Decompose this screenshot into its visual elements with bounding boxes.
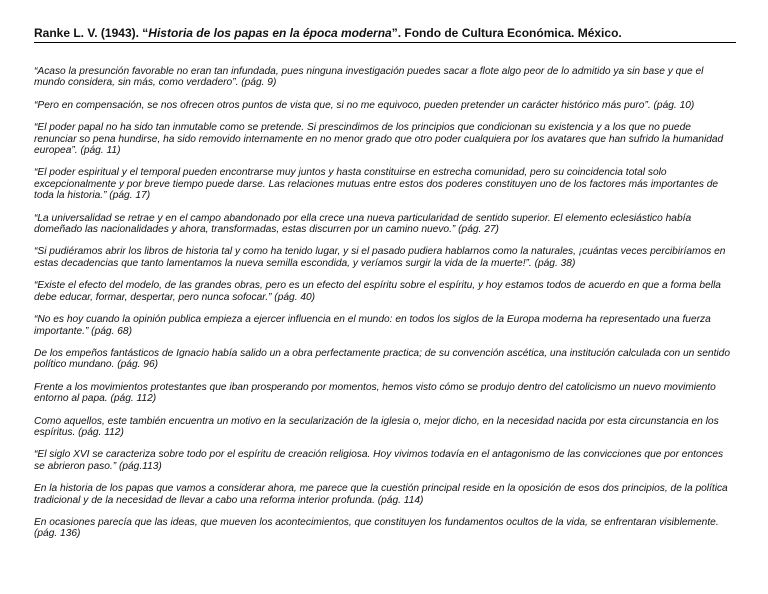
quote-item: “El siglo XVI se caracteriza sobre todo por el espíritu de creación religiosa. Hoy vivimos todavía en el antagonismo de las convicciones que por entonces se abrieron paso.” (pág.113) bbox=[34, 449, 724, 472]
quote-item: En ocasiones parecía que las ideas, que mueven los acontecimientos, que constituyen los fundamentos ocultos de la vida, se enfrentaran visiblemente. (pág. 136) bbox=[34, 516, 719, 540]
quote-item: “El poder espiritual y el temporal pueden encontrarse muy juntos y hasta constituirse en estrecha comunidad, pero su coincidencia total solo excepcionalmente y por breve tiempo puede darse. Las relaciones mutuas entre estos dos poderes constituyen uno de los factores más importantes de toda la historia.” (pág. 17) bbox=[34, 167, 719, 202]
reference-book-title: Historia de los papas en la época moderna bbox=[148, 26, 392, 40]
quote-item: “Acaso la presunción favorable no eran tan infundada, pues ninguna investigación puedes sacar a flote algo peor de lo admitido ya sin base y que el mundo considera, sin más, como verdadero”. (pág. 9) bbox=[34, 66, 704, 89]
document-page bbox=[34, 0, 736, 551]
quote-item: “Pero en compensación, se nos ofrecen otros puntos de vista que, si no me equivoco, pueden pretender un carácter histórico más puro”. (pág. 10) bbox=[34, 99, 695, 111]
quote-item: Como aquellos, este también encuentra un motivo en la secularización de la iglesia o, mejor dicho, en la necesidad nacida por esta circunstancia en los espíritus. (pág. 112) bbox=[34, 415, 719, 438]
quote-item: “No es hoy cuando la opinión publica empieza a ejercer influencia en el mundo: en todos los siglos de la Europa moderna ha representado una fuerza importante.” (pág. 68) bbox=[34, 314, 711, 337]
bibliographic-reference bbox=[34, 26, 736, 43]
quote-item: “Si pudiéramos abrir los libros de historia tal y como ha tenido lugar, y si el pasado pudiera hablarnos como la naturales, ¡cuántas veces percibiríamos en estas decadencias que tanto lamentamos la nueva semilla escondida, y veríamos surgir la vida de la muerte!”. (pág. 38) bbox=[34, 246, 726, 269]
quote-item: Frente a los movimientos protestantes que iban prosperando por momentos, hemos visto cómo se produjo dentro del catolicismo un nuevo movimiento entorno al papa. (pág. 112) bbox=[34, 381, 716, 405]
quote-item: En la historia de los papas que vamos a considerar ahora, me parece que la cuestión principal reside en la oposición de esos dos principios, de la política tradicional y de la necesidad de llevar a cabo una reforma interior profunda. (pág. 114) bbox=[34, 483, 728, 506]
quote-item: “La universalidad se retrae y en el campo abandonado por ella crece una nueva particularidad de sentido superior. El elemento eclesiástico había domeñado las nacionalidades y ahora, transformadas, estas discurren por un camino nuevo.” (pág. 27) bbox=[34, 212, 692, 236]
reference-publisher: ”. Fondo de Cultura Económica. México. bbox=[391, 26, 622, 40]
quote-list bbox=[34, 66, 736, 540]
quote-item: “Existe el efecto del modelo, de las grandes obras, pero es un efecto del espíritu sobre el espíritu, y hoy estamos todos de acuerdo en que a forma bella debe educar, formar, despertar, pero nunca sofocar.” (pág. 40) bbox=[34, 280, 721, 303]
reference-author-year: Ranke L. V. (1943). “ bbox=[34, 26, 149, 40]
quote-item: De los empeños fantásticos de Ignacio había salido un a obra perfectamente practica; de su convención ascética, una institución calculada con un sentido político mundano. (pág. 96) bbox=[34, 347, 731, 371]
quote-item: “El poder papal no ha sido tan inmutable como se pretende. Si prescindimos de los principios que condicionan su existencia y a los que no puede renunciar so pena hundirse, ha sido removido internamente en no menor grado que otro poder cualquiera por los avatares que han sufrido la humanidad europea”. (pág. 11) bbox=[34, 122, 724, 157]
